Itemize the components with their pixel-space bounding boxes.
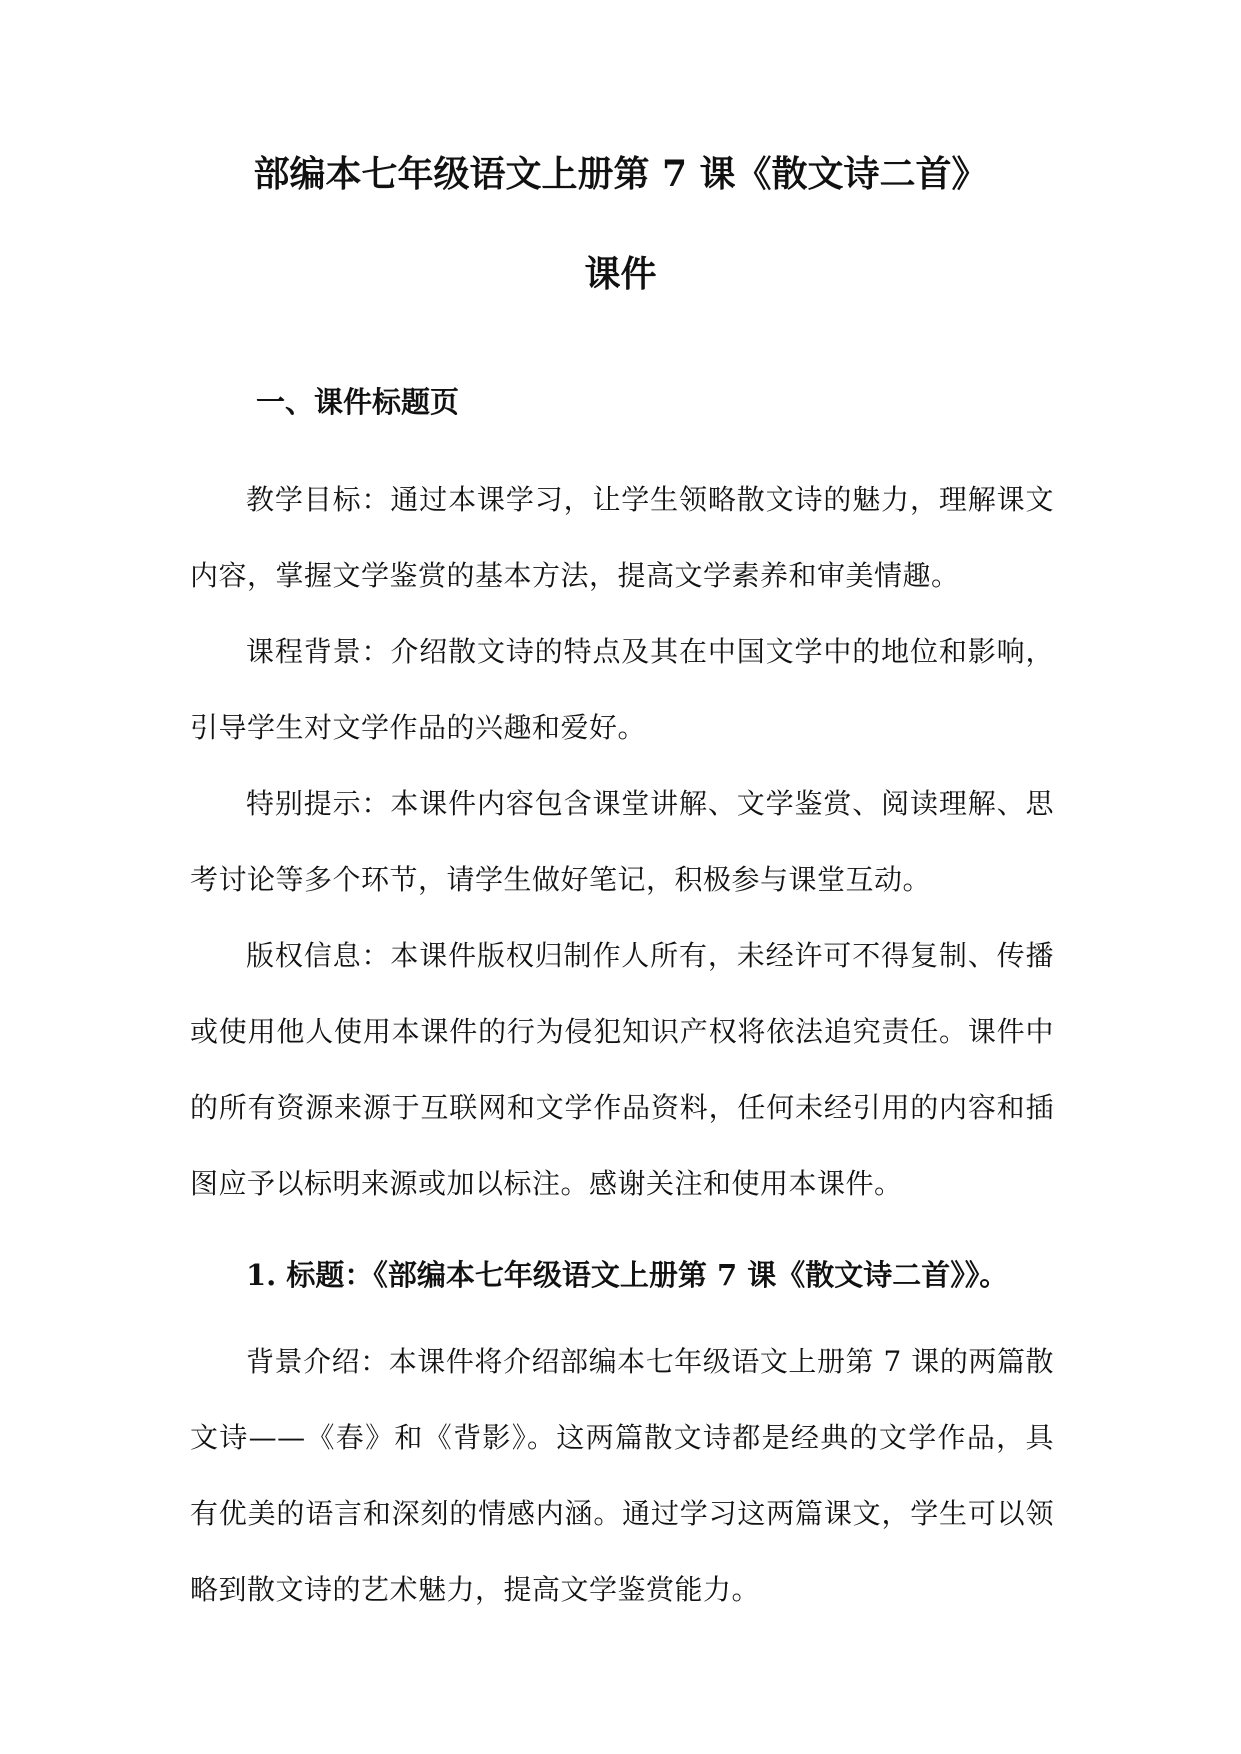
course-background-paragraph: 课程背景：介绍散文诗的特点及其在中国文学中的地位和影响，引导学生对文学作品的兴趣和爱好。 — [190, 635, 1054, 744]
section-heading: 一、课件标题页 — [256, 385, 460, 419]
special-note-paragraph: 特别提示：本课件内容包含课堂讲解、文学鉴赏、阅读理解、思考讨论等多个环节，请学生做好笔记，积极参与课堂互动。 — [190, 787, 1054, 896]
teaching-goals-paragraph: 教学目标：通过本课学习，让学生领略散文诗的魅力，理解课文内容，掌握文学鉴赏的基本方法，提高文学素养和审美情趣。 — [190, 483, 1054, 592]
copyright-paragraph: 版权信息：本课件版权归制作人所有，未经许可不得复制、传播或使用他人使用本课件的行为侵犯知识产权将依法追究责任。课件中的所有资源来源于互联网和文学作品资料，任何未经引用的内容和插图应予以标明来源或加以标注。感谢关注和使用本课件。 — [190, 939, 1054, 1200]
background-intro-paragraph: 背景介绍：本课件将介绍部编本七年级语文上册第 7 课的两篇散文诗——《春》和《背影》。这两篇散文诗都是经典的文学作品，具有优美的语言和深刻的情感内涵。通过学习这两篇课文，学生可以领略到散文诗的艺术魅力，提高文学鉴赏能力。 — [190, 1345, 1054, 1606]
subsection-heading: 1. 标题：《部编本七年级语文上册第 7 课《散文诗二首》》。 — [246, 1258, 1009, 1292]
document-title: 部编本七年级语文上册第 7 课《散文诗二首》 — [253, 153, 988, 195]
document-title-continued: 课件 — [584, 253, 657, 295]
